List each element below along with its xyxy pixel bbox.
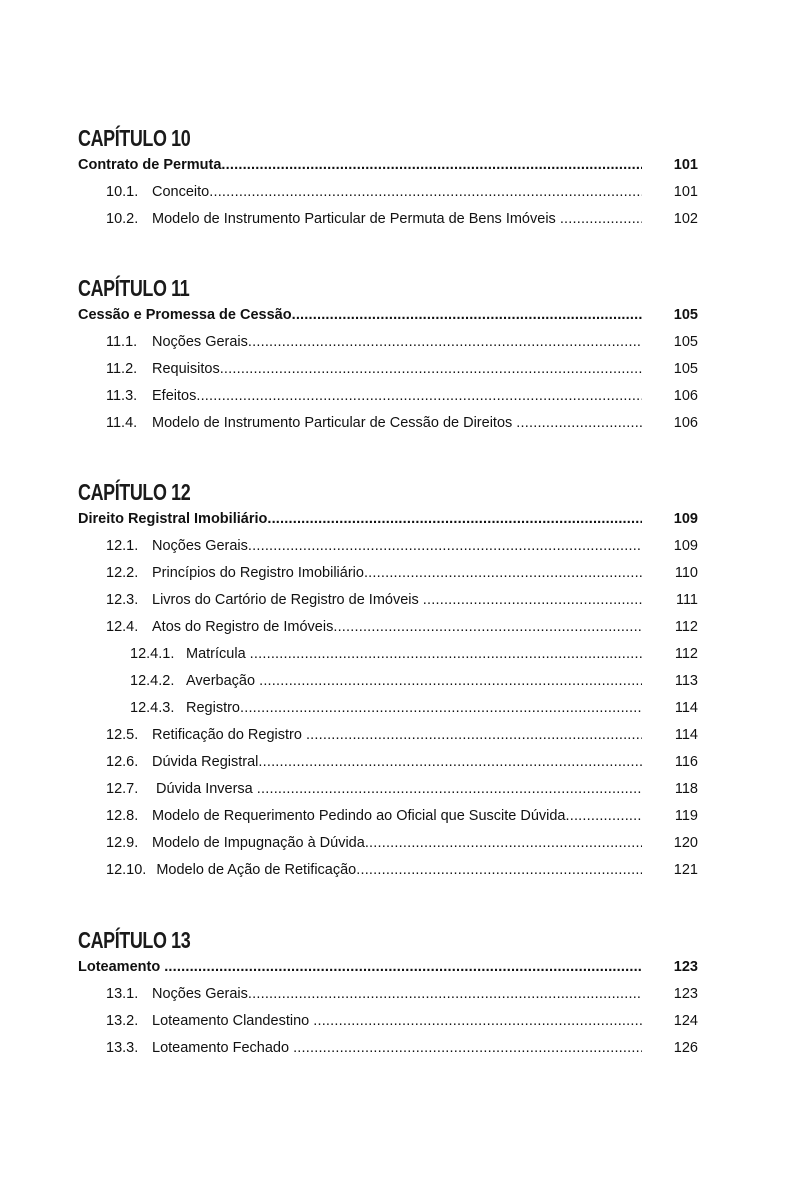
section-number: 12.7. [106,781,139,797]
section-number: 11.1. [106,334,138,350]
chapter-title: Contrato de Permuta [78,157,222,173]
section-number: 12.2. [106,565,139,581]
section-title: Princípios do Registro Imobiliário [152,565,364,581]
section-title: Efeitos [152,388,197,404]
page-number: 112 [674,619,698,635]
chapter-11 [78,274,698,437]
section-title: Requisitos [152,361,220,377]
section-title: Averbação [186,673,260,689]
page-number: 101 [673,157,698,173]
section-number: 12.4.1. [130,646,175,662]
section-title: Conceito [152,184,210,200]
toc-entry[interactable] [78,329,698,356]
section-number: 12.6. [106,754,139,770]
section-title: Noções Gerais [152,538,248,554]
page-number: 118 [674,781,698,797]
toc-chapter-title-row[interactable] [78,302,698,329]
section-title: Livros do Cartório de Registro de Imóveis [152,592,423,608]
section-number: 12.10. [106,862,147,878]
section-number: 10.2. [106,211,139,227]
page-number: 114 [674,727,698,743]
page-number: 105 [673,307,698,323]
page-number: 126 [673,1040,698,1056]
toc-chapter-title-row[interactable] [78,152,698,179]
page-number: 123 [673,959,698,975]
section-title: Dúvida Registral [152,754,259,770]
toc-entry[interactable] [78,410,698,437]
section-title: Modelo de Ação de Retificação [156,862,357,878]
toc-entry[interactable] [78,803,698,830]
toc-entry[interactable] [78,722,698,749]
page-number: 102 [673,211,698,227]
section-number: 13.2. [106,1013,139,1029]
toc-entry[interactable] [78,383,698,410]
toc-entry[interactable] [78,1008,698,1035]
section-title: Noções Gerais [152,986,248,1002]
toc-entry[interactable] [78,1035,698,1062]
page-number: 112 [674,646,698,662]
section-number: 13.3. [106,1040,139,1056]
section-number: 12.4.3. [130,700,175,716]
page-number: 116 [674,754,698,770]
page-number: 101 [673,184,698,200]
section-title: Matrícula [186,646,250,662]
page-number: 109 [673,511,698,527]
chapter-title: Cessão e Promessa de Cessão [78,307,292,323]
page-number: 120 [673,835,698,851]
page-number: 109 [673,538,698,554]
page-number: 121 [673,862,698,878]
toc-entry[interactable] [78,356,698,383]
chapter-12 [78,478,698,884]
section-title: Loteamento Clandestino [152,1013,314,1029]
section-number: 11.2. [106,361,138,377]
section-number: 12.8. [106,808,139,824]
section-title: Modelo de Requerimento Pedindo ao Oficial que Suscite Dúvida [152,808,566,824]
section-number: 12.4. [106,619,139,635]
section-number: 12.4.2. [130,673,175,689]
toc-entry[interactable] [78,587,698,614]
section-title: Retificação do Registro [152,727,306,743]
section-title: Noções Gerais [152,334,248,350]
chapter-10 [78,124,698,233]
section-number: 11.3. [106,388,138,404]
section-number: 12.5. [106,727,139,743]
toc-entry[interactable] [78,830,698,857]
page-number: 111 [675,592,698,608]
section-number: 12.9. [106,835,139,851]
toc-chapter-title-row[interactable] [78,506,698,533]
chapter-heading: CAPÍTULO 13 [78,927,191,953]
toc-entry[interactable] [78,776,698,803]
section-title: Modelo de Instrumento Particular de Permuta de Bens Imóveis [152,211,560,227]
section-number: 12.1. [106,538,139,554]
section-title: Atos do Registro de Imóveis [152,619,334,635]
page-number: 105 [673,361,698,377]
chapter-heading: CAPÍTULO 12 [78,479,191,505]
page-number: 124 [673,1013,698,1029]
toc-entry[interactable] [78,179,698,206]
toc-entry[interactable] [78,749,698,776]
section-title: Modelo de Instrumento Particular de Cessão de Direitos [152,415,517,431]
toc-entry[interactable] [78,206,698,233]
section-number: 12.3. [106,592,139,608]
page-number: 114 [674,700,698,716]
section-title: Dúvida Inversa [152,781,257,797]
section-title: Registro [186,700,240,716]
toc-entry[interactable] [78,614,698,641]
section-number: 13.1. [106,986,139,1002]
toc-entry[interactable] [78,533,698,560]
toc-subentry[interactable] [78,668,698,695]
toc-entry[interactable] [78,560,698,587]
section-title: Loteamento Fechado [152,1040,294,1056]
toc-entry[interactable] [78,857,698,884]
chapter-heading: CAPÍTULO 11 [78,275,190,301]
chapter-13 [78,926,698,1062]
toc-subentry[interactable] [78,641,698,668]
toc-subentry[interactable] [78,695,698,722]
toc-entry[interactable] [78,981,698,1008]
page-number: 110 [674,565,698,581]
chapter-title: Direito Registral Imobiliário [78,511,268,527]
page-number: 119 [674,808,698,824]
page-number: 113 [674,673,698,689]
page-number: 105 [673,334,698,350]
section-number: 11.4. [106,415,138,431]
section-title: Modelo de Impugnação à Dúvida [152,835,365,851]
section-number: 10.1. [106,184,139,200]
page-number: 123 [673,986,698,1002]
page-number: 106 [673,415,698,431]
page-number: 106 [673,388,698,404]
chapter-heading: CAPÍTULO 10 [78,125,191,151]
toc-chapter-title-row[interactable] [78,954,698,981]
chapter-title: Loteamento [78,959,165,975]
